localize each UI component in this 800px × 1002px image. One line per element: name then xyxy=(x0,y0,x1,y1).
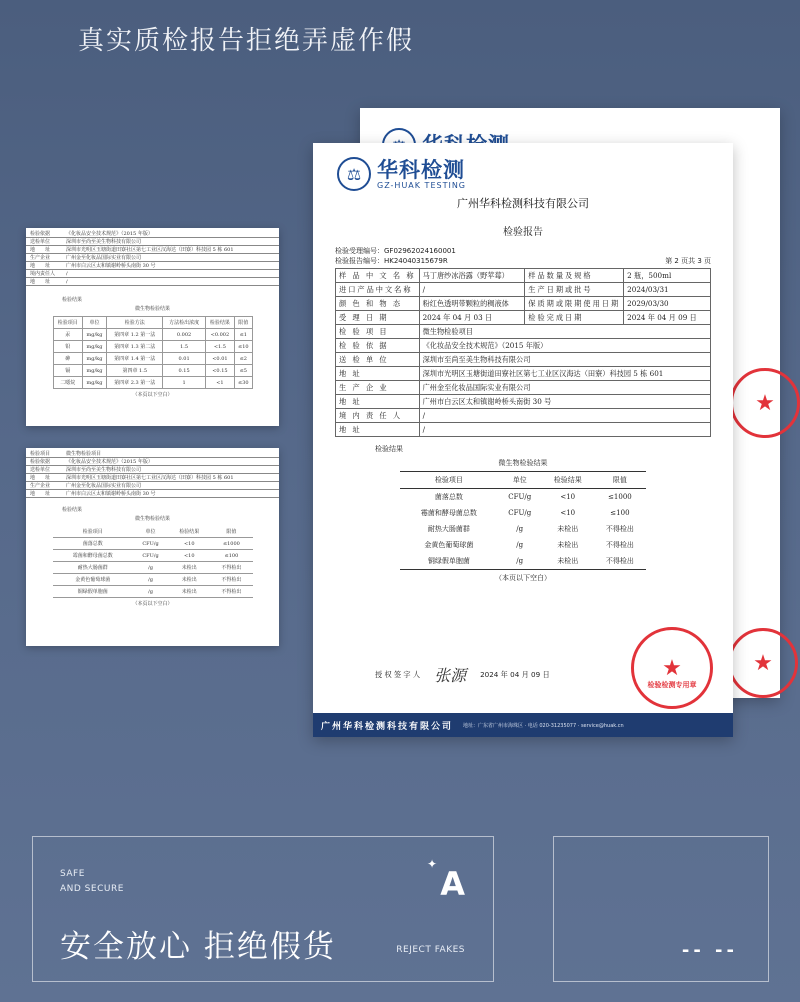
report-number: 检验报告编号：HK24040315679R xyxy=(335,257,448,265)
result-table xyxy=(400,471,646,570)
info-key: 保质期或限期使用日期 xyxy=(525,297,624,311)
result-cell: 铜绿假单胞菌 xyxy=(400,553,498,570)
thumb2-info-key: 检验项目 xyxy=(30,451,51,457)
thumb2-info-value: 微生物检验项目 xyxy=(66,451,102,457)
result-section-title: 检验结果 xyxy=(375,445,403,453)
thumb2-cell: 耐热大肠菌群 xyxy=(53,562,133,574)
thumb1-row xyxy=(53,353,252,365)
result-cell: /g xyxy=(498,553,542,570)
result-row xyxy=(400,537,646,553)
thumb2-cell: 铜绿假单胞菌 xyxy=(53,586,133,598)
thumb1-cell: mg/kg xyxy=(82,377,106,389)
thumb1-cell: mg/kg xyxy=(82,341,106,353)
thumb1-cell: <1 xyxy=(205,377,234,389)
thumb2-cell: <10 xyxy=(168,538,210,550)
thumb1-info-row xyxy=(26,254,279,262)
info-key: 地 址 xyxy=(336,423,420,437)
info-value: 《化妆品安全技术规范》（2015 年版） xyxy=(419,339,710,353)
inspection-seal-icon: ★ 检验检测专用章 xyxy=(631,627,713,709)
page-number: 第 2 页共 3 页 xyxy=(665,257,711,265)
info-key: 颜 色 和 物 态 xyxy=(336,297,420,311)
dash-decoration: -- -- xyxy=(681,940,738,961)
thumb2-info-row xyxy=(26,458,279,466)
thumb2-info-row xyxy=(26,450,279,458)
thumb1-info-key: 地 址 xyxy=(30,247,51,253)
thumb1-cell: mg/kg xyxy=(82,365,106,377)
accept-number: 检验受理编号：GF02962024160001 xyxy=(335,247,456,255)
thumb1-cell: 镉 xyxy=(53,365,82,377)
result-cell: /g xyxy=(516,541,524,549)
thumb2-info-key: 地 址 xyxy=(30,491,51,497)
info-key: 检 验 项 目 xyxy=(336,325,420,339)
thumb1-info-row xyxy=(26,246,279,254)
a-letter-icon: A xyxy=(440,865,465,903)
thumb2-row xyxy=(53,550,253,562)
thumb1-cell: <1.5 xyxy=(205,341,234,353)
thumb2-section: 检验结果 xyxy=(62,507,83,513)
thumb1-info-value: 深圳市光明区玉塘街道田寮社区第七工业区汉海达（田寮）科技园 5 栋 601 xyxy=(66,247,234,253)
result-row xyxy=(400,553,646,570)
thumb2-header: 限值 xyxy=(210,526,252,538)
thumb1-cell: <0.01 xyxy=(205,353,234,365)
result-cell: CFU/g xyxy=(508,509,532,517)
thumb1-info-key: 地 址 xyxy=(30,263,51,269)
info-value: / xyxy=(419,283,525,297)
thumb2-info-row xyxy=(26,474,279,482)
thumb2-info-value: 深圳市光明区玉塘街道田寮社区第七工业区汉海达（田寮）科技园 5 栋 601 xyxy=(66,475,234,481)
thumb1-cell: 铅 xyxy=(53,341,82,353)
thumb2-header: 检验结果 xyxy=(168,526,210,538)
info-value: 2024 年 04 月 03 日 xyxy=(419,311,525,325)
thumb2-cell: 不得检出 xyxy=(210,574,252,586)
thumb1-cell: 1 xyxy=(163,377,205,389)
report-thumbnail-1 xyxy=(26,228,279,426)
info-row xyxy=(336,269,711,283)
thumb1-cell: mg/kg xyxy=(82,329,106,341)
result-cell: ≤100 xyxy=(610,509,630,517)
blank-note: （本页以下空白） xyxy=(495,574,551,582)
result-row xyxy=(400,489,646,506)
info-row xyxy=(336,283,711,297)
result-cell: CFU/g xyxy=(508,493,532,501)
thumb1-cell: mg/kg xyxy=(82,353,106,365)
sign-label: 授 权 签 字 人 xyxy=(375,669,421,679)
thumb1-cell: 第四章 1.4 第一法 xyxy=(107,353,163,365)
thumb1-subtitle: 微生物检验结果 xyxy=(134,306,170,312)
thumb1-section: 检验结果 xyxy=(62,297,83,303)
thumb1-info-row xyxy=(26,230,279,238)
signature: 张源 xyxy=(434,666,467,685)
thumb1-row xyxy=(53,365,252,377)
info-value: 2024/03/31 xyxy=(624,283,711,297)
footer-address: 地址：广东省广州市海珠区 · 电话 020-31235077 · service@huak.cn xyxy=(463,722,624,729)
info-value: 2 瓶，500ml xyxy=(624,269,711,283)
report-info-table xyxy=(335,268,711,437)
info-key: 样 品 中 文 名 称 xyxy=(336,269,420,283)
thumb1-cell: 0.01 xyxy=(163,353,205,365)
sparkle-icon: ✦ xyxy=(426,857,437,871)
info-row xyxy=(336,297,711,311)
result-cell: 霉菌和酵母菌总数 xyxy=(420,509,477,517)
result-cell: 不得检出 xyxy=(605,525,634,533)
info-value: 广州市白云区太和镇谢岭桥头南街 30 号 xyxy=(419,395,710,409)
thumb1-cell: 砷 xyxy=(53,353,82,365)
thumb1-info-value: 广州市白云区太和镇谢岭桥头南街 30 号 xyxy=(66,263,156,269)
footer-company: 广州华科检测科技有限公司 xyxy=(321,721,454,732)
info-key: 检 验 依 据 xyxy=(336,339,420,353)
result-cell: 未检出 xyxy=(557,541,579,549)
thumb1-blank: （本页以下空白） xyxy=(132,392,173,398)
thumb1-header: 限值 xyxy=(235,317,252,329)
thumb2-header: 检验项目 xyxy=(53,526,133,538)
thumb2-info-value: 深圳市至尚至美生物科技有限公司 xyxy=(66,467,142,473)
result-cell: 菌落总数 xyxy=(434,493,463,501)
info-value: 2024 年 04 月 09 日 xyxy=(624,311,711,325)
report-thumbnail-2 xyxy=(26,448,279,646)
thumb1-info-value: / xyxy=(66,278,68,285)
thumb1-cell: ≤5 xyxy=(235,365,252,377)
thumb2-info-key: 生产企业 xyxy=(30,483,51,489)
thumb2-cell: 金黄色葡萄球菌 xyxy=(53,574,133,586)
thumb2-info-key: 检验依据 xyxy=(30,459,51,465)
thumb1-row xyxy=(53,329,252,341)
thumb2-cell: 霉菌和酵母菌总数 xyxy=(53,550,133,562)
result-cell: 未检出 xyxy=(542,553,594,570)
thumb2-info-key: 地 址 xyxy=(30,475,51,481)
thumb1-cell: 第四章 1.3 第二法 xyxy=(107,341,163,353)
back-seal-icon: ★ xyxy=(730,368,800,438)
info-key: 地 址 xyxy=(336,367,420,381)
info-key: 检验完成日期 xyxy=(525,311,624,325)
thumb2-cell: CFU/g xyxy=(133,538,168,550)
thumb1-cell: ≤10 xyxy=(235,341,252,353)
thumb2-cell: 未检出 xyxy=(168,574,210,586)
thumb2-info-value: 广州金至化妆品国际实业有限公司 xyxy=(66,483,142,489)
info-key: 进口产品中文名称 xyxy=(336,283,420,297)
thumb1-cell: 第四章 2.3 第一法 xyxy=(107,377,163,389)
result-row xyxy=(400,521,646,537)
thumb1-row xyxy=(53,341,252,353)
info-value: 广州金至化妆品国际实业有限公司 xyxy=(419,381,710,395)
thumb1-cell: <0.15 xyxy=(205,365,234,377)
result-header: 检验结果 xyxy=(542,472,594,489)
thumb1-info-key: 检验依据 xyxy=(30,231,51,237)
thumb2-cell: ≤100 xyxy=(210,550,252,562)
thumb1-cell: <0.002 xyxy=(205,329,234,341)
huak-logo-icon: ⚖ xyxy=(337,157,371,191)
info-key: 送 检 单 位 xyxy=(336,353,420,367)
thumb1-header: 检验项目 xyxy=(53,317,82,329)
reject-fakes-label: REJECT FAKES xyxy=(396,945,465,955)
result-cell: 不得检出 xyxy=(594,553,646,570)
result-cell: 金黄色葡萄球菌 xyxy=(424,541,474,549)
thumb2-header: 单位 xyxy=(133,526,168,538)
thumb2-row xyxy=(53,586,253,598)
sign-date: 2024 年 04 月 09 日 xyxy=(480,669,550,679)
info-key: 生 产 企 业 xyxy=(336,381,420,395)
thumb1-info-value: 《化妆品安全技术规范》（2015 年版） xyxy=(66,231,153,237)
result-cell: <10 xyxy=(560,493,576,501)
thumb2-cell: ≤1000 xyxy=(210,538,252,550)
info-row xyxy=(336,367,711,381)
info-key: 地 址 xyxy=(336,395,420,409)
thumb2-info-value: 广州市白云区太和镇谢岭桥头南街 30 号 xyxy=(66,491,156,497)
result-header: 单位 xyxy=(498,472,542,489)
thumb1-cell: ≤1 xyxy=(235,329,252,341)
info-row xyxy=(336,339,711,353)
thumb2-cell: /g xyxy=(133,586,168,598)
thumb1-cell: ≤2 xyxy=(235,353,252,365)
thumb2-cell: 未检出 xyxy=(168,586,210,598)
thumb2-info-row xyxy=(26,466,279,474)
logo-english: GZ-HUAK TESTING xyxy=(377,180,467,190)
thumb1-info-key: 境内责任人 xyxy=(30,271,56,277)
thumb2-subtitle: 微生物检验结果 xyxy=(134,516,170,522)
thumb2-cell: 菌落总数 xyxy=(53,538,133,550)
info-row xyxy=(336,395,711,409)
thumb2-cell: 不得检出 xyxy=(210,562,252,574)
signature-row xyxy=(375,663,550,686)
info-value: / xyxy=(419,423,710,437)
result-header: 检验项目 xyxy=(400,472,498,489)
info-row xyxy=(336,353,711,367)
thumb2-cell: 未检出 xyxy=(168,562,210,574)
info-key: 境 内 责 任 人 xyxy=(336,409,420,423)
thumb1-header: 方法检出浓度 xyxy=(163,317,205,329)
thumb1-table xyxy=(53,316,253,389)
thumb1-info-key: 生产企业 xyxy=(30,255,51,261)
thumb1-info-row xyxy=(26,238,279,246)
thumb1-row xyxy=(53,377,252,389)
thumb1-cell: 0.15 xyxy=(163,365,205,377)
thumb2-row xyxy=(53,538,253,550)
report-title: 检验报告 xyxy=(503,227,543,238)
result-cell: /g xyxy=(516,525,524,533)
report-footer xyxy=(313,713,733,737)
thumb2-cell: /g xyxy=(133,574,168,586)
thumb1-cell: 汞 xyxy=(53,329,82,341)
thumb1-info-key: 地 址 xyxy=(30,279,51,285)
info-key: 生产日期或批号 xyxy=(525,283,624,297)
report-company: 广州华科检测科技有限公司 xyxy=(457,197,589,210)
safe-label: SAFE AND SECURE xyxy=(60,869,124,894)
report-front-page xyxy=(313,143,733,737)
report-logo xyxy=(337,157,711,191)
thumb2-row xyxy=(53,574,253,586)
thumb1-cell: 1.5 xyxy=(163,341,205,353)
info-value: 微生物检验项目 xyxy=(419,325,710,339)
info-value: / xyxy=(419,409,710,423)
safe-secure-card xyxy=(32,836,494,982)
thumb2-cell: /g xyxy=(133,562,168,574)
thumb1-header: 检验方法 xyxy=(107,317,163,329)
thumb1-header: 检验结果 xyxy=(205,317,234,329)
result-cell: <10 xyxy=(560,509,576,517)
result-row xyxy=(400,505,646,521)
thumb1-cell: ≤30 xyxy=(235,377,252,389)
thumb2-info-key: 送检单位 xyxy=(30,467,51,473)
thumb2-cell: CFU/g xyxy=(133,550,168,562)
thumb2-table xyxy=(53,526,253,598)
info-value: 粉红色透明带颗粒的稠液体 xyxy=(419,297,525,311)
result-subtitle: 微生物检验结果 xyxy=(498,459,548,467)
thumb1-cell: 0.002 xyxy=(163,329,205,341)
result-cell: 未检出 xyxy=(557,525,579,533)
info-value: 深圳市至尚至美生物科技有限公司 xyxy=(419,353,710,367)
thumb2-row xyxy=(53,562,253,574)
result-cell: 耐热大肠菌群 xyxy=(427,525,470,533)
thumb1-info-value: / xyxy=(66,270,68,277)
thumb1-info-row xyxy=(26,270,279,278)
info-row xyxy=(336,325,711,339)
thumb1-cell: 二噁烷 xyxy=(53,377,82,389)
thumb2-blank: （本页以下空白） xyxy=(132,601,173,607)
slogan: 安全放心 拒绝假货 xyxy=(60,929,336,965)
result-header: 限值 xyxy=(594,472,646,489)
info-row xyxy=(336,423,711,437)
thumb1-info-row xyxy=(26,278,279,286)
thumb1-cell: 第四章 1.5 xyxy=(107,365,163,377)
side-card xyxy=(553,836,769,982)
info-value: 马丁唐纱冰浴露（野苹莓） xyxy=(419,269,525,283)
info-row xyxy=(336,381,711,395)
thumb1-cell: 第四章 1.2 第一法 xyxy=(107,329,163,341)
thumb2-cell: 不得检出 xyxy=(210,586,252,598)
thumb2-info-value: 《化妆品安全技术规范》（2015 年版） xyxy=(66,459,153,465)
info-row xyxy=(336,409,711,423)
result-cell: 不得检出 xyxy=(605,541,634,549)
info-value: 2029/03/30 xyxy=(624,297,711,311)
thumb1-info-value: 深圳市至尚至美生物科技有限公司 xyxy=(66,239,142,245)
result-cell: ≤1000 xyxy=(608,493,632,501)
thumb2-cell: <10 xyxy=(168,550,210,562)
info-value: 深圳市光明区玉塘街道田寮社区第七工业区汉海达（田寮）科技园 5 栋 601 xyxy=(419,367,710,381)
page-headline: 真实质检报告拒绝弄虚作假 xyxy=(78,26,415,56)
thumb1-info-value: 广州金至化妆品国际实业有限公司 xyxy=(66,255,142,261)
thumb1-info-key: 送检单位 xyxy=(30,239,51,245)
back-seal-icon-2: ★ xyxy=(728,628,798,698)
thumb1-header: 单位 xyxy=(82,317,106,329)
logo-name: 华科检测 xyxy=(377,157,465,182)
thumb2-info-row xyxy=(26,482,279,490)
thumb1-info-row xyxy=(26,262,279,270)
info-key: 样品数量及规格 xyxy=(525,269,624,283)
info-key: 受 理 日 期 xyxy=(336,311,420,325)
thumb2-info-row xyxy=(26,490,279,498)
info-row xyxy=(336,311,711,325)
report-meta xyxy=(335,246,711,266)
